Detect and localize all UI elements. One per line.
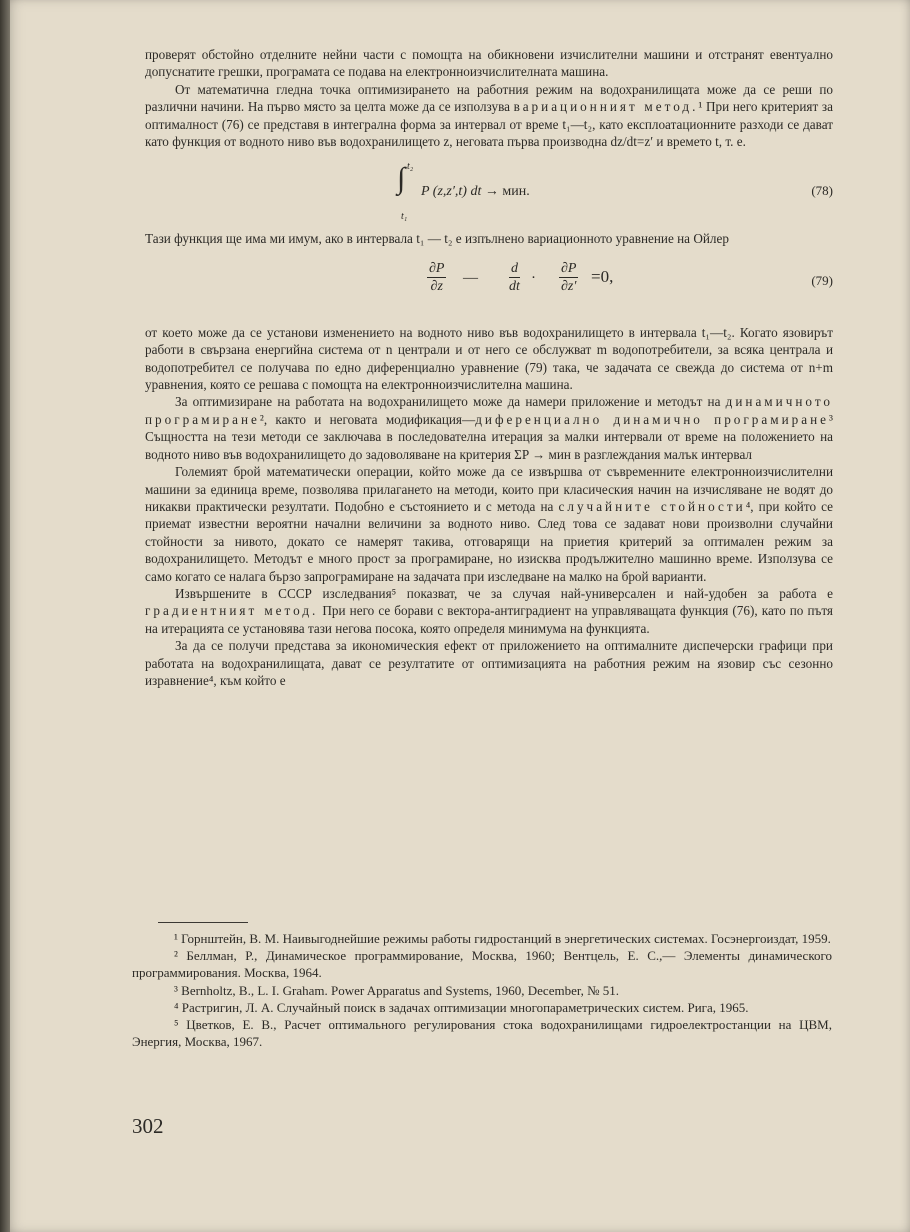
footnote-2: ² Беллман, Р., Динамическое программирование, Москва, 1960; Вентцель, Е. С.,— Элементы динамического программирования. Москва, 1964. bbox=[132, 948, 832, 981]
formula-78 bbox=[145, 161, 833, 223]
paragraph-text: При него се борави с вектора-антиградиент на управляващата функция (76), като по пътя на итерацията се установява тази негова посока, която определя минимума на функцията. bbox=[145, 603, 833, 636]
paragraph-gradient bbox=[145, 585, 833, 637]
equation-number-78: (78) bbox=[811, 183, 833, 199]
dot-sign: · bbox=[531, 269, 536, 286]
integral-sign: ∫ bbox=[397, 162, 406, 196]
spaced-term-variational: вариационният метод. bbox=[513, 99, 699, 115]
integral-lower-limit: t₁ bbox=[401, 211, 408, 223]
formula-79 bbox=[145, 254, 833, 316]
footnote-divider bbox=[158, 922, 248, 923]
formula-78-body bbox=[421, 183, 530, 200]
paragraph-text: ³ Същността на тези методи се заключава в последователна итерация за малки интервали от време на положението на водното ниво във водохранилището до задоволяване на критерия ΣP → мин в разглеждания малък интервал bbox=[145, 411, 833, 462]
fraction-dp-dz-prime: $\frac{\partial P}{\partial z'}$ bbox=[561, 260, 577, 295]
paragraph-text: При него критерият за оптималност (76) се представя в интегрална форма за интервал от време t₁—t₂, като експлоатационните разходи се дават като функция от водното ниво във водохранилището z, неговата първа производна dz/dt=z′ и времето t, т. е. bbox=[145, 99, 833, 150]
footnote-5: ⁵ Цветков, Е. В., Расчет оптимального регулирования стока водохранилищами гидроелектростанции на ЦВМ, Энергия, Москва, 1967. bbox=[132, 1017, 832, 1050]
paragraph-text: Големият брой математически операции, който може да се извършва от съвременните електронноизчислителни машини за единица време, позволява прилагането на методи, които при класическия начин на изчисляване не водят до никакви практически резултати. Подобно е състоянието и с метода на bbox=[145, 464, 833, 514]
paragraph-system: от което може да се установи изменението на водното ниво във водохранилището в интервала t₁—t₂. Когато язовирът работи в свързана енергийна система от n централи и от него се обслужват m водопотребители, за всяка централа и водопотребител се получава по едно диференциално уравнение (79) така, че задачата се свежда до система от n+m уравнения, която се решава с помощта на електронноизчислителна машина. bbox=[145, 324, 833, 393]
equals-zero: =0, bbox=[591, 266, 614, 286]
fraction-d-dt: $\frac{d}{dt}$ bbox=[509, 260, 520, 295]
minus-sign: — bbox=[463, 269, 478, 286]
spaced-term-differential: диференциално динамично програмиране bbox=[475, 411, 830, 427]
spaced-term-dynamic: динамичното програмиране bbox=[145, 394, 833, 427]
paragraph-economic-effect: За да се получи представа за икономическия ефект от приложението на оптималните диспечерски графици при работата на водохранилищата, дават се резултатите от оптимизацията на работния режим на язовир със сезонно изравнение⁴, към който е bbox=[145, 638, 833, 688]
footnote-1: ¹ Горнштейн, В. М. Наивыгоднейшие режимы работы гидростанций в энергетических системах. Госэнергоиздат, 1959. bbox=[174, 931, 831, 946]
integral-upper-limit: t₂ bbox=[407, 161, 414, 173]
spaced-term-gradient: градиентният метод. bbox=[145, 603, 319, 619]
paragraph-euler: Тази функция ще има ми имум, ако в интервала t₁ — t₂ е изпълнено вариационното уравнение на Ойлер bbox=[145, 231, 729, 247]
paragraph-dynamic-programming bbox=[145, 393, 833, 463]
body-text bbox=[145, 46, 833, 689]
spaced-term-random: случайните стойности bbox=[558, 498, 746, 514]
footnotes bbox=[132, 930, 832, 1050]
formula-78-expression: P (z,z′,t) dt bbox=[421, 184, 482, 200]
footnote-3: ³ Bernholtz, B., L. I. Graham. Power Apparatus and Systems, 1960, December, № 51. bbox=[174, 982, 620, 998]
formula-78-arrow: → мин. bbox=[484, 184, 530, 200]
paragraph-optimization-methods: От математична гледна точка оптимизирането на работния режим на водохранилищата може да се реши по различни начини. На първо място за целта може да се използува вариационният метод.¹ При него критерият за оптималност (76) се представя в интегрална форма за интервал от време t₁—t₂, като експлоатационните разходи се дават като функция от водното ниво във водохранилището z, неговата първа производна dz/dt=z′ и времето t, т. е. bbox=[145, 81, 833, 150]
footnote-4: ⁴ Растригин, Л. А. Случайный поиск в задачах оптимизации многопараметрических систем. Рига, 1965. bbox=[174, 999, 749, 1015]
page-number: 302 bbox=[132, 1114, 164, 1138]
equation-number-79: (79) bbox=[811, 272, 833, 288]
fraction-dp-dz: $\frac{\partial P}{\partial z}$ bbox=[429, 260, 445, 295]
paragraph-text: От математична гледна точка оптимизирането на работния режим на водохранилищата може да се реши по различни начини. На първо място за целта може да се използува bbox=[145, 81, 833, 115]
paragraph-text: За оптимизиране на работата на водохранилището може да намери приложение и методът на bbox=[175, 394, 721, 410]
paragraph-random-values bbox=[145, 463, 833, 585]
paragraph-text: ², както и неговата модификация— bbox=[259, 411, 476, 427]
paragraph-continuation: проверят обстойно отделните нейни части с помощта на обикновени изчислителни машини и отстранят евентуално допуснатите грешки, програмата се подава на електронноизчислителната машина. bbox=[145, 47, 833, 80]
paragraph-text: ⁴, при който се приемат известни вероятни начални величини за водното ниво. След това се задават нови произволни случайни стойности за нивото, докато се намерят такива, отговарящи на приетия критерий за оптимален режим за водохранилището. Методът е много прост за програмиране, но изисква продължително машинно време. Използува се само когато се налага бързо запрограмиране на задачата при изследване на малко на брой варианти. bbox=[145, 498, 834, 584]
paragraph-text: Извършените в СССР изследвания⁵ показват, че за случая най-универсален и най-удобен за работа е bbox=[175, 585, 833, 601]
